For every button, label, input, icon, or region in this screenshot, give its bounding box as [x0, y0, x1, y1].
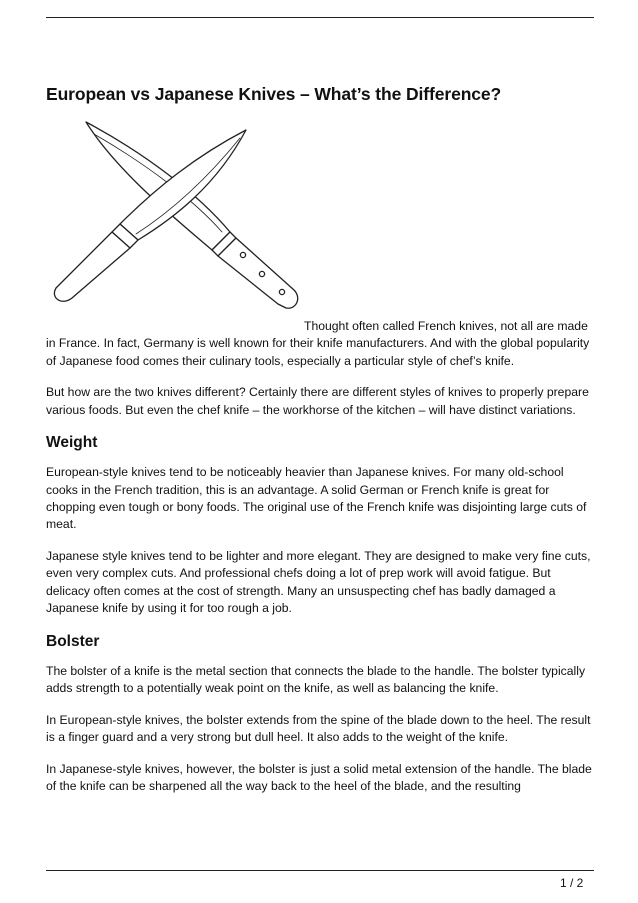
- section-heading-weight: Weight: [46, 434, 98, 452]
- page-title: European vs Japanese Knives – What’s the Difference?: [46, 84, 502, 104]
- footer-rule: [46, 870, 594, 871]
- crossed-knives-illustration: [46, 120, 304, 316]
- header-rule: [46, 17, 594, 18]
- article-body: [46, 318, 594, 810]
- weight-paragraph: Japanese style knives tend to be lighter and more elegant. They are designed to make very fine cuts, even very complex cuts. And professional chefs doing a lot of prep work will avoid fatigue. But delicacy often comes at the cost of strength. Many an unsuspecting chef has badly damaged a Japanese knife by using it for too rough a job.: [46, 549, 591, 616]
- bolster-paragraph: In Japanese-style knives, however, the bolster is just a solid metal extension of the handle. The blade of the knife can be sharpened all the way back to the heel of the blade, and the resulting: [46, 762, 592, 794]
- intro-paragraph: But how are the two knives different? Certainly there are different styles of knives to properly prepare various foods. But even the chef knife – the workhorse of the kitchen – will have distinct variations.: [46, 385, 589, 417]
- bolster-paragraph: In European-style knives, the bolster extends from the spine of the blade down to the heel. The result is a finger guard and a very strong but dull heel. It also adds to the weight of the knife.: [46, 712, 591, 745]
- weight-paragraph: European-style knives tend to be noticeably heavier than Japanese knives. For many old-school cooks in the French tradition, this is an advantage. A solid German or French knife is great for chopping even tough or bony foods. The original use of the French knife was disjointing large cuts of meat.: [46, 465, 587, 532]
- section-heading-bolster: Bolster: [46, 632, 100, 650]
- intro-paragraph: Thought often called French knives, not all are made in France. In fact, Germany is well known for their knife manufacturers. And with the global popularity of Japanese food comes their culinary tools, especially a particular style of chef’s knife.: [46, 319, 590, 368]
- knife-a-icon: [86, 122, 298, 308]
- knife-b-icon: [54, 130, 246, 301]
- bolster-paragraph: The bolster of a knife is the metal section that connects the blade to the handle. The bolster typically adds strength to a potentially weak point on the knife, as well as balancing the knife.: [46, 663, 586, 696]
- page-number: 1 / 2: [560, 876, 584, 890]
